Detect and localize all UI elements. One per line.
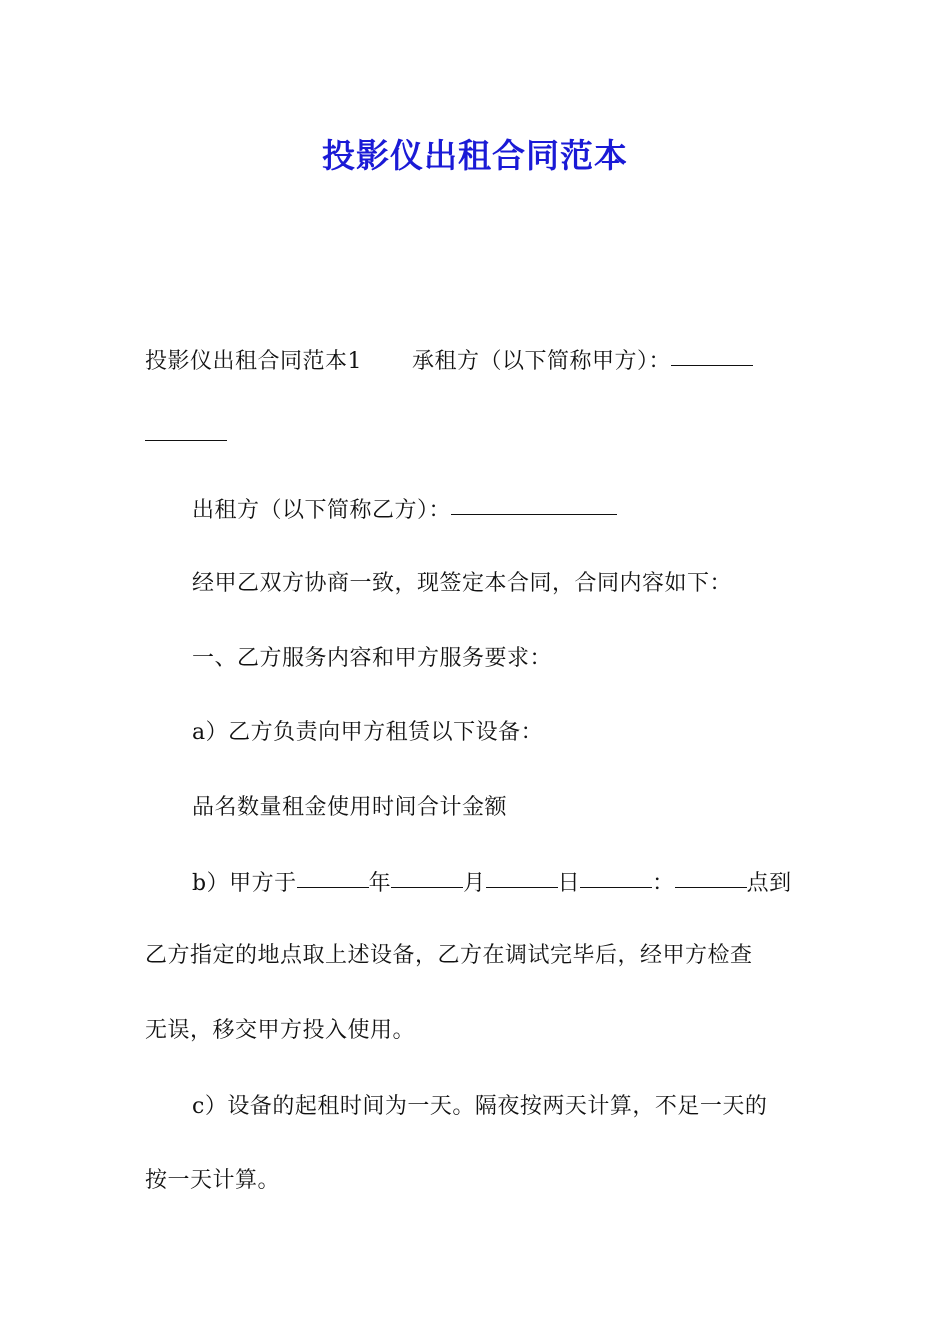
contract-number: 投影仪出租合同范本1 [145, 349, 362, 374]
day-label: 日 [557, 871, 581, 896]
year-blank [297, 865, 369, 888]
lessee-label: 承租方（以下简称甲方）： [412, 349, 672, 374]
document-title: 投影仪出租合同范本 [322, 136, 628, 175]
day-blank [486, 865, 558, 888]
lessee-blank [671, 343, 753, 366]
item-b-line-3: 无误，移交甲方投入使用。 [145, 1018, 416, 1043]
month-blank [391, 865, 463, 888]
intro-paragraph: 经甲乙双方协商一致，现签定本合同，合同内容如下： [192, 571, 733, 596]
month-label: 月 [463, 871, 486, 896]
item-b-line-1 [192, 867, 792, 899]
item-a: a）乙方负责向甲方租赁以下设备： [192, 720, 544, 745]
section-1-heading: 一、乙方服务内容和甲方服务要求： [192, 646, 553, 671]
hour-blank [580, 865, 652, 888]
minute-blank [675, 865, 747, 888]
contract-heading-line [145, 345, 753, 377]
item-c-line-2: 按一天计算。 [145, 1168, 281, 1193]
item-b-line-2: 乙方指定的地点取上述设备，乙方在调试完毕后，经甲方检查 [145, 943, 753, 968]
lessee-blank-continued [145, 418, 227, 441]
item-b-prefix: b）甲方于 [192, 871, 297, 896]
item-b-suffix: 点到 [746, 871, 792, 896]
lessor-label: 出租方（以下简称乙方）： [192, 498, 452, 523]
time-colon: ： [652, 871, 675, 896]
equipment-table-header: 品名数量租金使用时间合计金额 [192, 795, 508, 820]
year-label: 年 [368, 871, 392, 896]
lessor-blank [451, 492, 617, 515]
item-c-line-1: c）设备的起租时间为一天。隔夜按两天计算，不足一天的 [192, 1094, 768, 1119]
lessor-line [192, 494, 617, 526]
lessee-blank-continued-line [145, 420, 227, 452]
